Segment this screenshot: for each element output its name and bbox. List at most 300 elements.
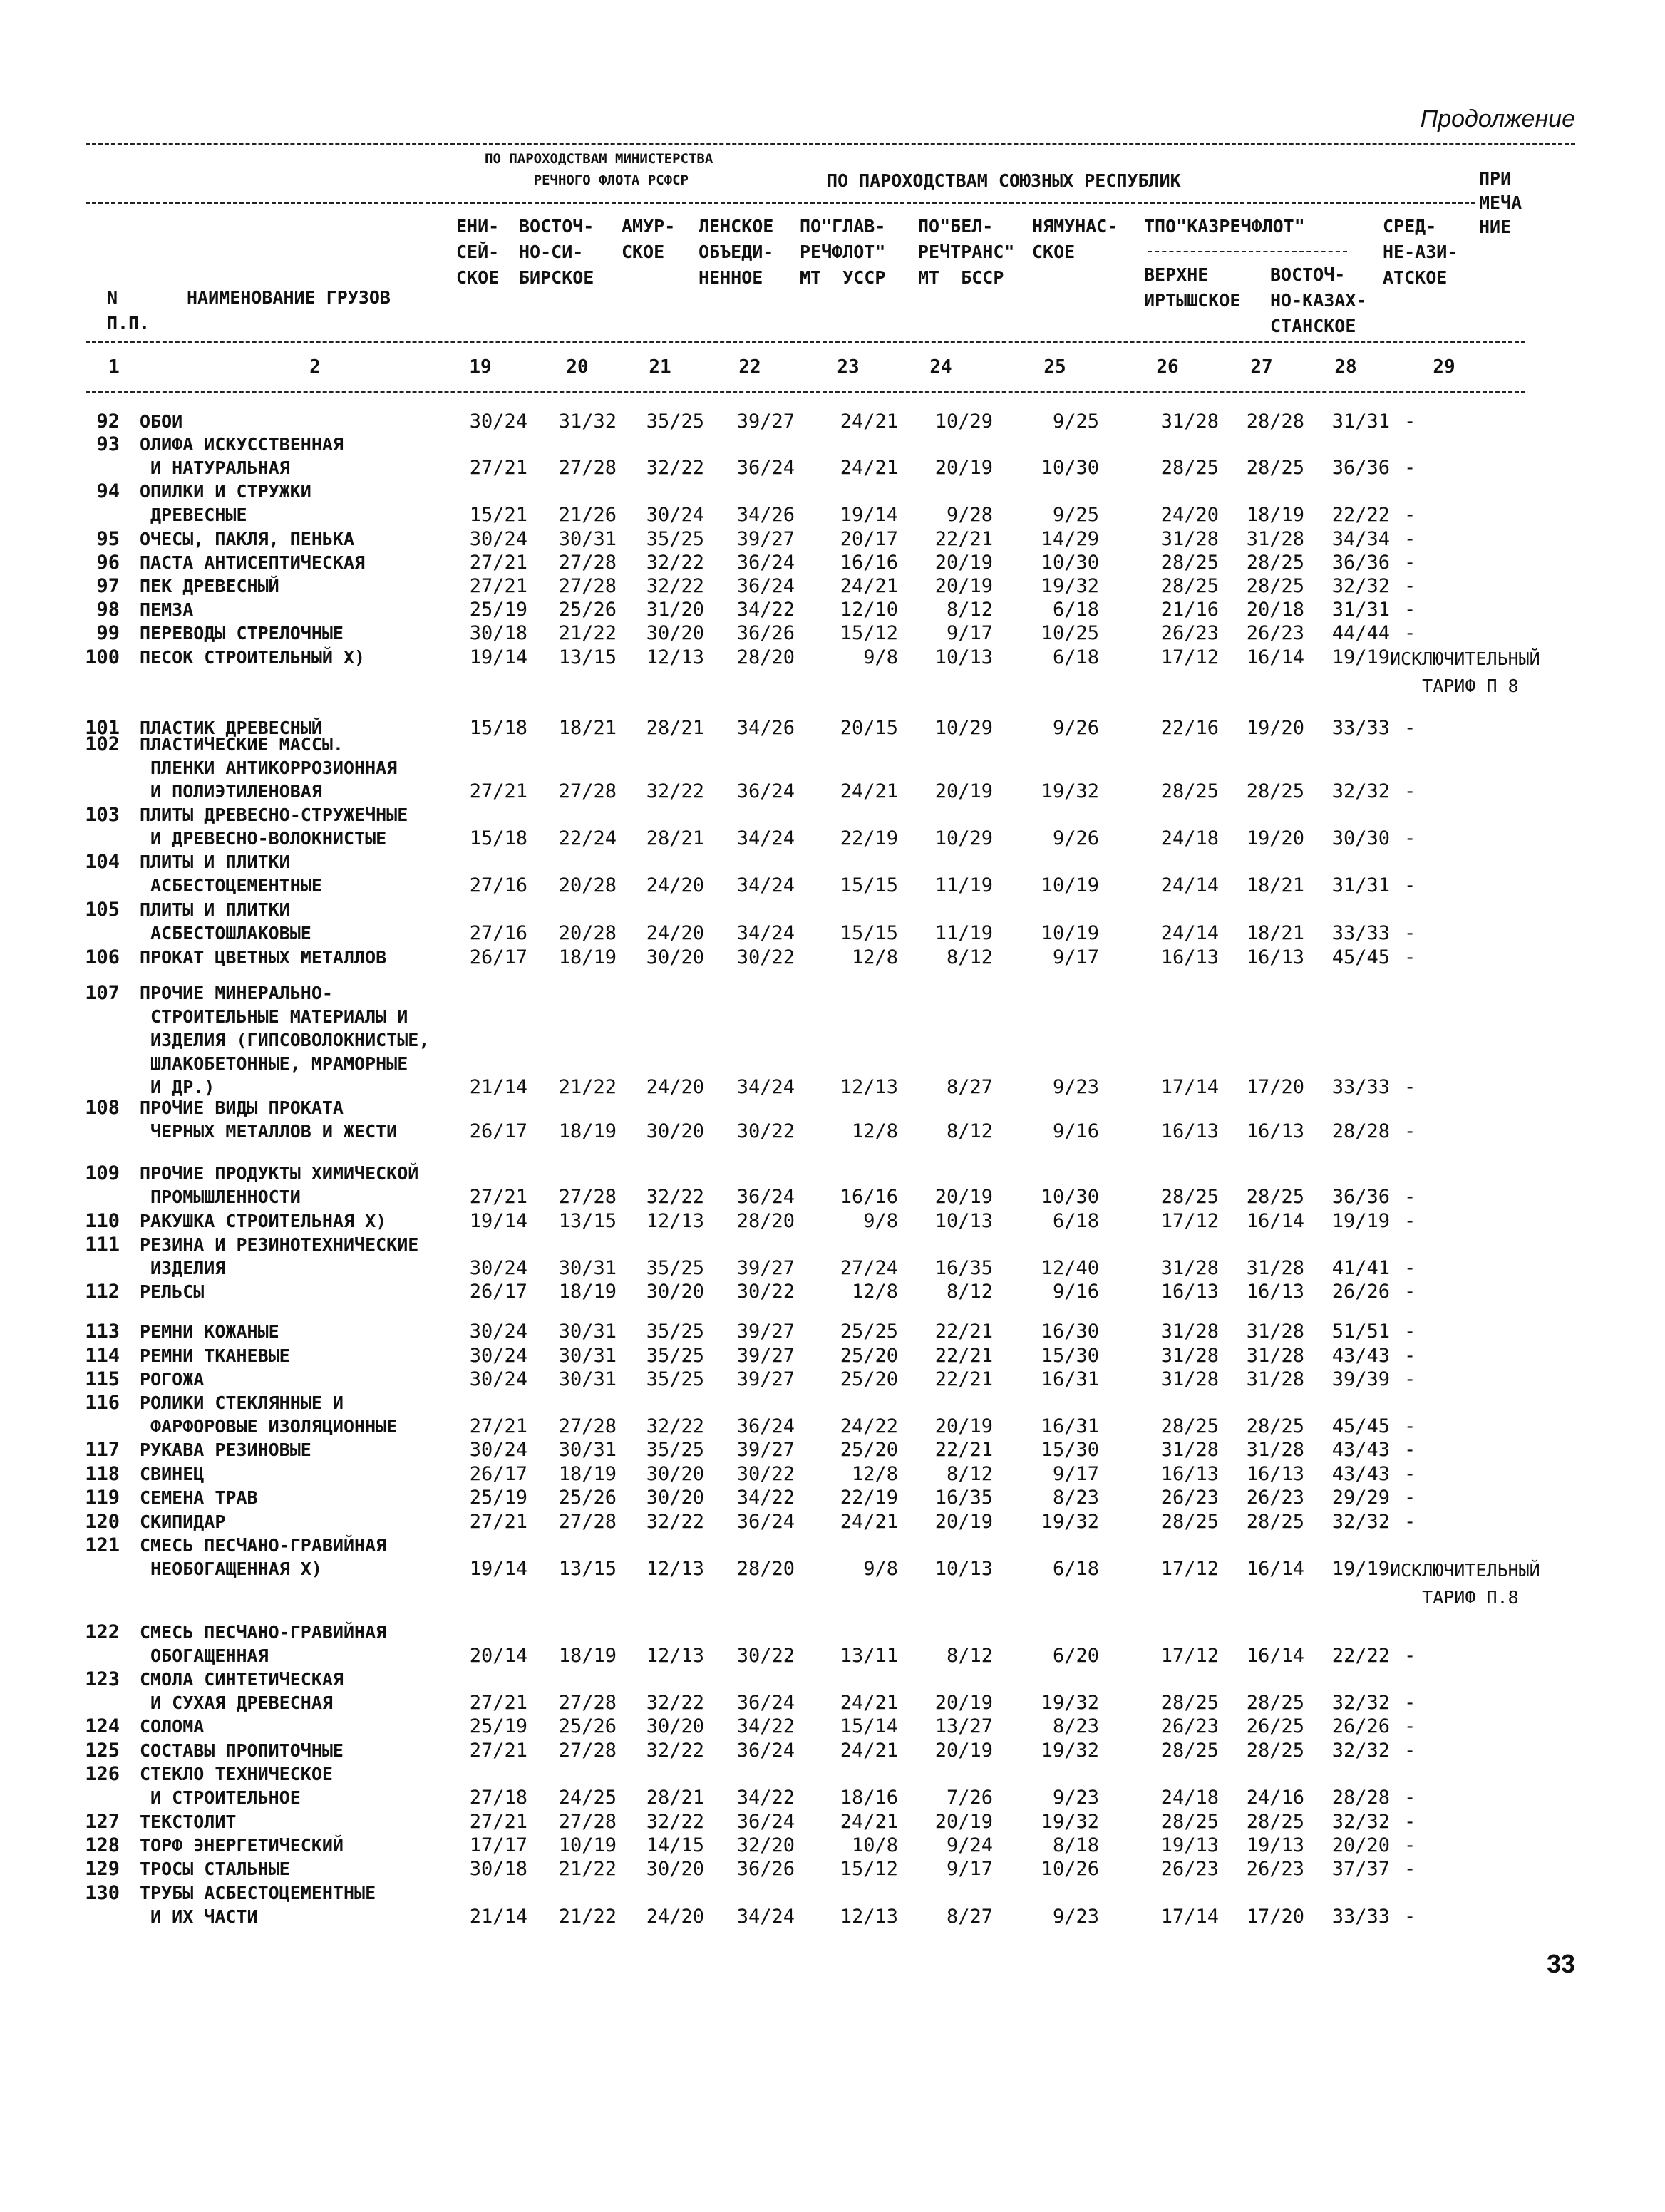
colnum: 19	[469, 356, 492, 378]
rate-cell: 10/30	[1041, 552, 1099, 574]
cargo-name: ПРОЧИЕ ВИДЫ ПРОКАТА ЧЕРНЫХ МЕТАЛЛОВ И ЖЕСТИ	[140, 1097, 398, 1142]
rate-cell: 29/29	[1331, 1487, 1390, 1509]
row-number: 113	[85, 1321, 120, 1343]
rate-cell: 27/16	[469, 874, 527, 896]
remark-cell: -	[1404, 1463, 1416, 1485]
rate-cell: 12/13	[646, 1645, 704, 1667]
rate-cell: 24/20	[1160, 504, 1219, 526]
rate-cell: 9/26	[1052, 717, 1099, 739]
table-row	[0, 1280, 1665, 1303]
rate-cell: 34/34	[1331, 528, 1390, 550]
rate-cell: 30/24	[469, 1439, 527, 1461]
rate-cell: 17/12	[1160, 1210, 1219, 1232]
rate-cell: 10/29	[934, 827, 993, 849]
rate-cell: 15/12	[840, 622, 898, 644]
rate-cell: 26/23	[1160, 1487, 1219, 1509]
rate-cell: 36/24	[736, 575, 795, 597]
row-number: 114	[85, 1345, 120, 1367]
row-number: 124	[85, 1715, 120, 1737]
remark-cell: -	[1404, 1715, 1416, 1737]
rate-cell: 24/21	[840, 1811, 898, 1833]
rate-cell: 24/21	[840, 780, 898, 802]
rate-cell: 9/17	[1052, 1463, 1099, 1485]
rate-cell: 13/27	[934, 1715, 993, 1737]
row-number: 98	[96, 599, 120, 621]
remark-cell: -	[1404, 780, 1416, 802]
rate-cell: 18/19	[558, 946, 617, 968]
cargo-name: СМЕСЬ ПЕСЧАНО-ГРАВИЙНАЯ ОБОГАЩЕННАЯ	[140, 1622, 387, 1666]
rate-cell: 34/24	[736, 827, 795, 849]
rate-cell: 24/18	[1160, 1787, 1219, 1809]
rate-cell: 30/22	[736, 946, 795, 968]
table-row	[0, 1739, 1665, 1762]
rate-cell: 26/25	[1246, 1715, 1304, 1737]
rate-cell: 15/30	[1041, 1345, 1099, 1367]
rate-cell: 37/37	[1331, 1858, 1390, 1880]
rate-cell: 24/21	[840, 1692, 898, 1714]
rate-cell: 16/14	[1246, 646, 1304, 668]
header-group-republics: ПО ПАРОХОДСТВАМ СОЮЗНЫХ РЕСПУБЛИК	[827, 170, 1181, 191]
row-number: 105	[85, 899, 120, 921]
rate-cell: 36/26	[736, 1858, 795, 1880]
table-row	[0, 527, 1665, 551]
rate-cell: 27/28	[558, 1511, 617, 1533]
rate-cell: 28/25	[1246, 1415, 1304, 1437]
rate-cell: 16/13	[1160, 1463, 1219, 1485]
row-number: 130	[85, 1882, 120, 1904]
rate-cell: 28/25	[1246, 457, 1304, 479]
rate-cell: 15/15	[840, 874, 898, 896]
rate-cell: 12/13	[646, 1210, 704, 1232]
rate-cell: 34/26	[736, 717, 795, 739]
rate-cell: 22/19	[840, 1487, 898, 1509]
remark-cell: -	[1404, 1906, 1416, 1928]
rate-cell: 19/19	[1331, 1558, 1390, 1580]
rate-cell: 27/21	[469, 1186, 527, 1208]
rate-cell: 27/21	[469, 1511, 527, 1533]
header-col-27: ВОСТОЧ- НО-КАЗАХ- СТАНСКОЕ	[1270, 264, 1367, 336]
row-number: 115	[85, 1368, 120, 1390]
rate-cell: 25/25	[840, 1321, 898, 1343]
header-col-26: ВЕРХНЕ ИРТЫШСКОЕ	[1144, 264, 1241, 311]
rate-cell: 16/13	[1160, 1281, 1219, 1303]
rate-cell: 9/25	[1052, 504, 1099, 526]
rate-cell: 27/28	[558, 780, 617, 802]
rate-cell: 41/41	[1331, 1257, 1390, 1279]
colnum: 1	[108, 356, 120, 378]
colnum: 23	[837, 356, 860, 378]
table-row	[0, 646, 1665, 696]
rate-cell: 32/32	[1331, 1692, 1390, 1714]
rate-cell: 20/19	[934, 1811, 993, 1833]
row-number: 125	[85, 1740, 120, 1762]
rate-cell: 35/25	[646, 528, 704, 550]
rate-cell: 36/36	[1331, 1186, 1390, 1208]
rate-cell: 20/17	[840, 528, 898, 550]
cargo-name: СТЕКЛО ТЕХНИЧЕСКОЕ И СТРОИТЕЛЬНОЕ	[140, 1764, 333, 1808]
colnum: 26	[1156, 356, 1179, 378]
table-row	[0, 1162, 1665, 1209]
rate-cell: 26/23	[1246, 622, 1304, 644]
rate-cell: 9/8	[863, 646, 898, 668]
rate-cell: 30/22	[736, 1463, 795, 1485]
rate-cell: 9/17	[946, 622, 993, 644]
rate-cell: 10/29	[934, 410, 993, 433]
rate-cell: 19/14	[469, 1558, 527, 1580]
row-number: 96	[96, 552, 120, 574]
rate-cell: 12/8	[851, 1281, 898, 1303]
rate-cell: 28/25	[1160, 1811, 1219, 1833]
rate-cell: 8/12	[946, 946, 993, 968]
rate-cell: 17/14	[1160, 1906, 1219, 1928]
cargo-name: ОПИЛКИ И СТРУЖКИ ДРЕВЕСНЫЕ	[140, 481, 311, 525]
row-number: 92	[96, 410, 120, 433]
rate-cell: 27/21	[469, 575, 527, 597]
rate-cell: 24/22	[840, 1415, 898, 1437]
rate-cell: 19/20	[1246, 827, 1304, 849]
table-row	[0, 946, 1665, 969]
rate-cell: 30/31	[558, 1257, 617, 1279]
remark-cell: -	[1404, 1811, 1416, 1833]
rate-cell: 32/32	[1331, 575, 1390, 597]
rate-cell: 9/8	[863, 1210, 898, 1232]
rate-cell: 28/28	[1246, 410, 1304, 433]
cargo-name: ПРОЧИЕ МИНЕРАЛЬНО- СТРОИТЕЛЬНЫЕ МАТЕРИАЛЫ И ИЗДЕЛИЯ (ГИПСОВОЛОКНИСТЫЕ, ШЛАКОБЕТОННЫЕ, МРАМОРНЫЕ И ДР.)	[140, 983, 430, 1097]
table-row	[0, 621, 1665, 645]
table-row	[0, 1096, 1665, 1143]
rate-cell: 20/19	[934, 552, 993, 574]
rate-cell: 45/45	[1331, 1415, 1390, 1437]
row-number: 107	[85, 982, 120, 1004]
rate-cell: 27/21	[469, 1415, 527, 1437]
cargo-name: РЕМНИ КОЖАНЫЕ	[140, 1321, 279, 1342]
rate-cell: 30/22	[736, 1645, 795, 1667]
rate-cell: 16/14	[1246, 1645, 1304, 1667]
header-col-25: НЯМУНАС- СКОЕ	[1032, 216, 1118, 262]
cargo-name: СКИПИДАР	[140, 1511, 226, 1532]
remark-cell: -	[1404, 1186, 1416, 1208]
rate-cell: 28/20	[736, 646, 795, 668]
rate-cell: 39/27	[736, 1257, 795, 1279]
rate-cell: 28/21	[646, 717, 704, 739]
rate-cell: 19/14	[469, 1210, 527, 1232]
rate-cell: 15/18	[469, 827, 527, 849]
rate-cell: 32/32	[1331, 1740, 1390, 1762]
rate-cell: 30/31	[558, 1368, 617, 1390]
rate-cell: 39/27	[736, 528, 795, 550]
rate-cell: 19/32	[1041, 575, 1099, 597]
row-number: 118	[85, 1463, 120, 1485]
rate-cell: 25/26	[558, 599, 617, 621]
rate-cell: 39/39	[1331, 1368, 1390, 1390]
row-number: 117	[85, 1439, 120, 1461]
rate-cell: 27/28	[558, 1740, 617, 1762]
rate-cell: 34/22	[736, 1715, 795, 1737]
remark-cell: -	[1404, 1439, 1416, 1461]
cargo-name: ПЕСОК СТРОИТЕЛЬНЫЙ Х)	[140, 647, 366, 668]
rate-cell: 10/8	[851, 1834, 898, 1856]
remark-cell: -	[1404, 622, 1416, 644]
rate-cell: 24/21	[840, 410, 898, 433]
rate-cell: 21/22	[558, 622, 617, 644]
table-row	[0, 1534, 1665, 1608]
cargo-name: ПЛИТЫ ДРЕВЕСНО-СТРУЖЕЧНЫЕ И ДРЕВЕСНО-ВОЛОКНИСТЫЕ	[140, 805, 408, 849]
rate-cell: 22/16	[1160, 717, 1219, 739]
row-number: 104	[85, 851, 120, 873]
cargo-name: ТРОСЫ СТАЛЬНЫЕ	[140, 1859, 290, 1879]
rate-cell: 36/24	[736, 1740, 795, 1762]
rate-cell: 28/25	[1246, 1511, 1304, 1533]
rate-cell: 30/31	[558, 1439, 617, 1461]
rate-cell: 14/15	[646, 1834, 704, 1856]
rate-cell: 27/28	[558, 1692, 617, 1714]
header-col-29: СРЕД- НЕ-АЗИ- АТСКОЕ	[1383, 216, 1458, 288]
rate-cell: 27/21	[469, 1740, 527, 1762]
remark-cell: -	[1404, 504, 1416, 526]
colnum: 27	[1250, 356, 1273, 378]
cargo-name: ТРУБЫ АСБЕСТОЦЕМЕНТНЫЕ И ИХ ЧАСТИ	[140, 1883, 376, 1927]
rate-cell: 39/27	[736, 1321, 795, 1343]
rate-cell: 16/31	[1041, 1368, 1099, 1390]
rate-cell: 39/27	[736, 410, 795, 433]
rate-cell: 18/19	[558, 1120, 617, 1142]
rate-cell: 28/21	[646, 1787, 704, 1809]
rate-cell: 34/24	[736, 1906, 795, 1928]
rate-cell: 31/31	[1331, 410, 1390, 433]
rate-cell: 21/22	[558, 1906, 617, 1928]
rate-cell: 10/13	[934, 1210, 993, 1232]
remark-cell: -	[1404, 1257, 1416, 1279]
table-row	[0, 598, 1665, 621]
table-row	[0, 480, 1665, 527]
rate-cell: 28/25	[1160, 1511, 1219, 1533]
rate-cell: 32/22	[646, 457, 704, 479]
rate-cell: 19/32	[1041, 1811, 1099, 1833]
header-group-ministry: ПО ПАРОХОДСТВАМ МИНИСТЕРСТВА РЕЧНОГО ФЛОТА РСФСР	[485, 151, 713, 188]
rate-cell: 10/26	[1041, 1858, 1099, 1880]
rate-cell: 22/22	[1331, 1645, 1390, 1667]
rate-cell: 6/18	[1052, 646, 1099, 668]
rate-cell: 16/16	[840, 552, 898, 574]
rate-cell: 51/51	[1331, 1321, 1390, 1343]
rate-cell: 36/24	[736, 552, 795, 574]
rate-cell: 16/30	[1041, 1321, 1099, 1343]
rate-cell: 10/13	[934, 646, 993, 668]
rate-cell: 18/21	[558, 717, 617, 739]
remark-cell: -	[1404, 946, 1416, 968]
rate-cell: 32/22	[646, 1415, 704, 1437]
rate-cell: 39/27	[736, 1368, 795, 1390]
rate-cell: 15/14	[840, 1715, 898, 1737]
table-row	[0, 433, 1665, 480]
rate-cell: 9/16	[1052, 1120, 1099, 1142]
rate-cell: 30/24	[469, 1257, 527, 1279]
rate-cell: 30/18	[469, 1858, 527, 1880]
rate-cell: 28/25	[1246, 1740, 1304, 1762]
rate-cell: 12/13	[840, 1906, 898, 1928]
rate-cell: 30/20	[646, 1715, 704, 1737]
table-row	[0, 1810, 1665, 1834]
table-row	[0, 1368, 1665, 1391]
header-col-19: ЕНИ- СЕЙ- СКОЕ	[456, 216, 500, 288]
rate-cell: 25/26	[558, 1487, 617, 1509]
remark-cell: ИСКЛЮЧИТЕЛЬНЫЙ ТАРИФ П 8	[1390, 648, 1540, 696]
table-row	[0, 1344, 1665, 1368]
remark-cell: -	[1404, 1740, 1416, 1762]
cargo-name: ПЕК ДРЕВЕСНЫЙ	[140, 576, 279, 596]
header-name-label: НАИМЕНОВАНИЕ ГРУЗОВ	[187, 287, 391, 308]
colnum: 28	[1334, 356, 1357, 378]
rate-cell: 39/27	[736, 1345, 795, 1367]
rate-cell: 9/16	[1052, 1281, 1099, 1303]
rate-cell: 20/18	[1246, 599, 1304, 621]
cargo-name: ПРОКАТ ЦВЕТНЫХ МЕТАЛЛОВ	[140, 947, 387, 968]
row-number: 120	[85, 1511, 120, 1533]
rate-cell: 6/18	[1052, 1210, 1099, 1232]
rate-cell: 15/12	[840, 1858, 898, 1880]
rate-cell: 32/22	[646, 1692, 704, 1714]
rate-cell: 8/12	[946, 599, 993, 621]
rate-cell: 12/8	[851, 1120, 898, 1142]
remark-cell: -	[1404, 552, 1416, 574]
row-number: 95	[96, 528, 120, 550]
rate-cell: 16/13	[1246, 1281, 1304, 1303]
rate-cell: 22/21	[934, 1439, 993, 1461]
rate-cell: 27/21	[469, 457, 527, 479]
rate-cell: 34/24	[736, 922, 795, 944]
header-col-26-27-28: ТПО"КАЗРЕЧФЛОТ"	[1144, 216, 1305, 237]
rate-cell: 36/24	[736, 1415, 795, 1437]
remark-cell: -	[1404, 1692, 1416, 1714]
rate-cell: 17/12	[1160, 1558, 1219, 1580]
rate-cell: 26/23	[1246, 1487, 1304, 1509]
remark-cell: -	[1404, 1415, 1416, 1437]
rate-cell: 8/27	[946, 1906, 993, 1928]
cargo-name: ПЕМЗА	[140, 599, 194, 620]
rate-cell: 6/20	[1052, 1645, 1099, 1667]
cargo-name: РЕМНИ ТКАНЕВЫЕ	[140, 1345, 290, 1366]
colnum: 22	[738, 356, 761, 378]
rate-cell: 19/14	[840, 504, 898, 526]
rate-cell: 35/25	[646, 1321, 704, 1343]
rate-cell: 28/28	[1331, 1120, 1390, 1142]
rate-cell: 24/14	[1160, 874, 1219, 896]
rate-cell: 30/20	[646, 1858, 704, 1880]
rate-cell: 26/17	[469, 1463, 527, 1485]
rate-cell: 24/25	[558, 1787, 617, 1809]
table-row	[0, 1233, 1665, 1280]
rate-cell: 14/29	[1041, 528, 1099, 550]
table-row	[0, 410, 1665, 433]
row-number: 100	[85, 646, 120, 668]
rate-cell: 12/13	[646, 1558, 704, 1580]
remark-cell: -	[1404, 874, 1416, 896]
rate-cell: 35/25	[646, 410, 704, 433]
row-number: 99	[96, 622, 120, 644]
rate-cell: 31/28	[1246, 528, 1304, 550]
rate-cell: 34/22	[736, 1487, 795, 1509]
rate-cell: 10/30	[1041, 457, 1099, 479]
table-row	[0, 574, 1665, 598]
rate-cell: 20/15	[840, 717, 898, 739]
rate-cell: 24/21	[840, 575, 898, 597]
table-row	[0, 1881, 1665, 1928]
rate-cell: 7/26	[946, 1787, 993, 1809]
table-row	[0, 1486, 1665, 1509]
table-row	[0, 803, 1665, 850]
rate-cell: 11/19	[934, 922, 993, 944]
table-row	[0, 551, 1665, 574]
rate-cell: 25/19	[469, 1487, 527, 1509]
rate-cell: 18/16	[840, 1787, 898, 1809]
rate-cell: 35/25	[646, 1368, 704, 1390]
rate-cell: 36/24	[736, 780, 795, 802]
rate-cell: 24/21	[840, 457, 898, 479]
rate-cell: 31/28	[1160, 1321, 1219, 1343]
rate-cell: 22/21	[934, 528, 993, 550]
rate-cell: 22/21	[934, 1368, 993, 1390]
rate-cell: 21/22	[558, 1858, 617, 1880]
rate-cell: 30/30	[1331, 827, 1390, 849]
cargo-name: СЕМЕНА ТРАВ	[140, 1487, 258, 1508]
rate-cell: 19/19	[1331, 1210, 1390, 1232]
rate-cell: 32/22	[646, 1811, 704, 1833]
rate-cell: 9/17	[946, 1858, 993, 1880]
rate-cell: 20/19	[934, 1740, 993, 1762]
rate-cell: 36/24	[736, 457, 795, 479]
rate-cell: 28/20	[736, 1558, 795, 1580]
header-no-label: N П.П.	[107, 287, 150, 334]
rate-cell: 32/22	[646, 1740, 704, 1762]
rate-cell: 24/21	[840, 1511, 898, 1533]
rate-cell: 15/18	[469, 717, 527, 739]
rate-cell: 22/21	[934, 1345, 993, 1367]
rate-cell: 21/16	[1160, 599, 1219, 621]
rate-cell: 16/13	[1246, 1120, 1304, 1142]
rate-cell: 8/12	[946, 1463, 993, 1485]
rate-cell: 18/19	[558, 1463, 617, 1485]
rate-cell: 22/19	[840, 827, 898, 849]
rate-cell: 31/28	[1246, 1345, 1304, 1367]
row-number: 126	[85, 1763, 120, 1785]
rate-cell: 16/35	[934, 1487, 993, 1509]
remark-cell: -	[1404, 827, 1416, 849]
rate-cell: 21/22	[558, 1076, 617, 1098]
rate-cell: 9/23	[1052, 1076, 1099, 1098]
rate-cell: 26/23	[1160, 1858, 1219, 1880]
remark-cell: -	[1404, 922, 1416, 944]
rate-cell: 9/17	[1052, 946, 1099, 968]
rate-cell: 43/43	[1331, 1345, 1390, 1367]
table-row	[0, 1857, 1665, 1881]
rate-cell: 27/21	[469, 780, 527, 802]
rate-cell: 16/35	[934, 1257, 993, 1279]
rate-cell: 30/31	[558, 528, 617, 550]
table-row	[0, 898, 1665, 945]
rate-cell: 22/22	[1331, 504, 1390, 526]
row-number: 108	[85, 1097, 120, 1119]
rate-cell: 26/17	[469, 1281, 527, 1303]
rate-cell: 10/25	[1041, 622, 1099, 644]
remark-cell: -	[1404, 1858, 1416, 1880]
rate-cell: 16/13	[1160, 1120, 1219, 1142]
rate-cell: 21/14	[469, 1906, 527, 1928]
cargo-name: ТОРФ ЭНЕРГЕТИЧЕСКИЙ	[140, 1835, 344, 1856]
rate-cell: 19/32	[1041, 780, 1099, 802]
cargo-name: ОЧЕСЫ, ПАКЛЯ, ПЕНЬКА	[140, 529, 355, 549]
rate-cell: 17/20	[1246, 1906, 1304, 1928]
rate-cell: 27/21	[469, 1692, 527, 1714]
